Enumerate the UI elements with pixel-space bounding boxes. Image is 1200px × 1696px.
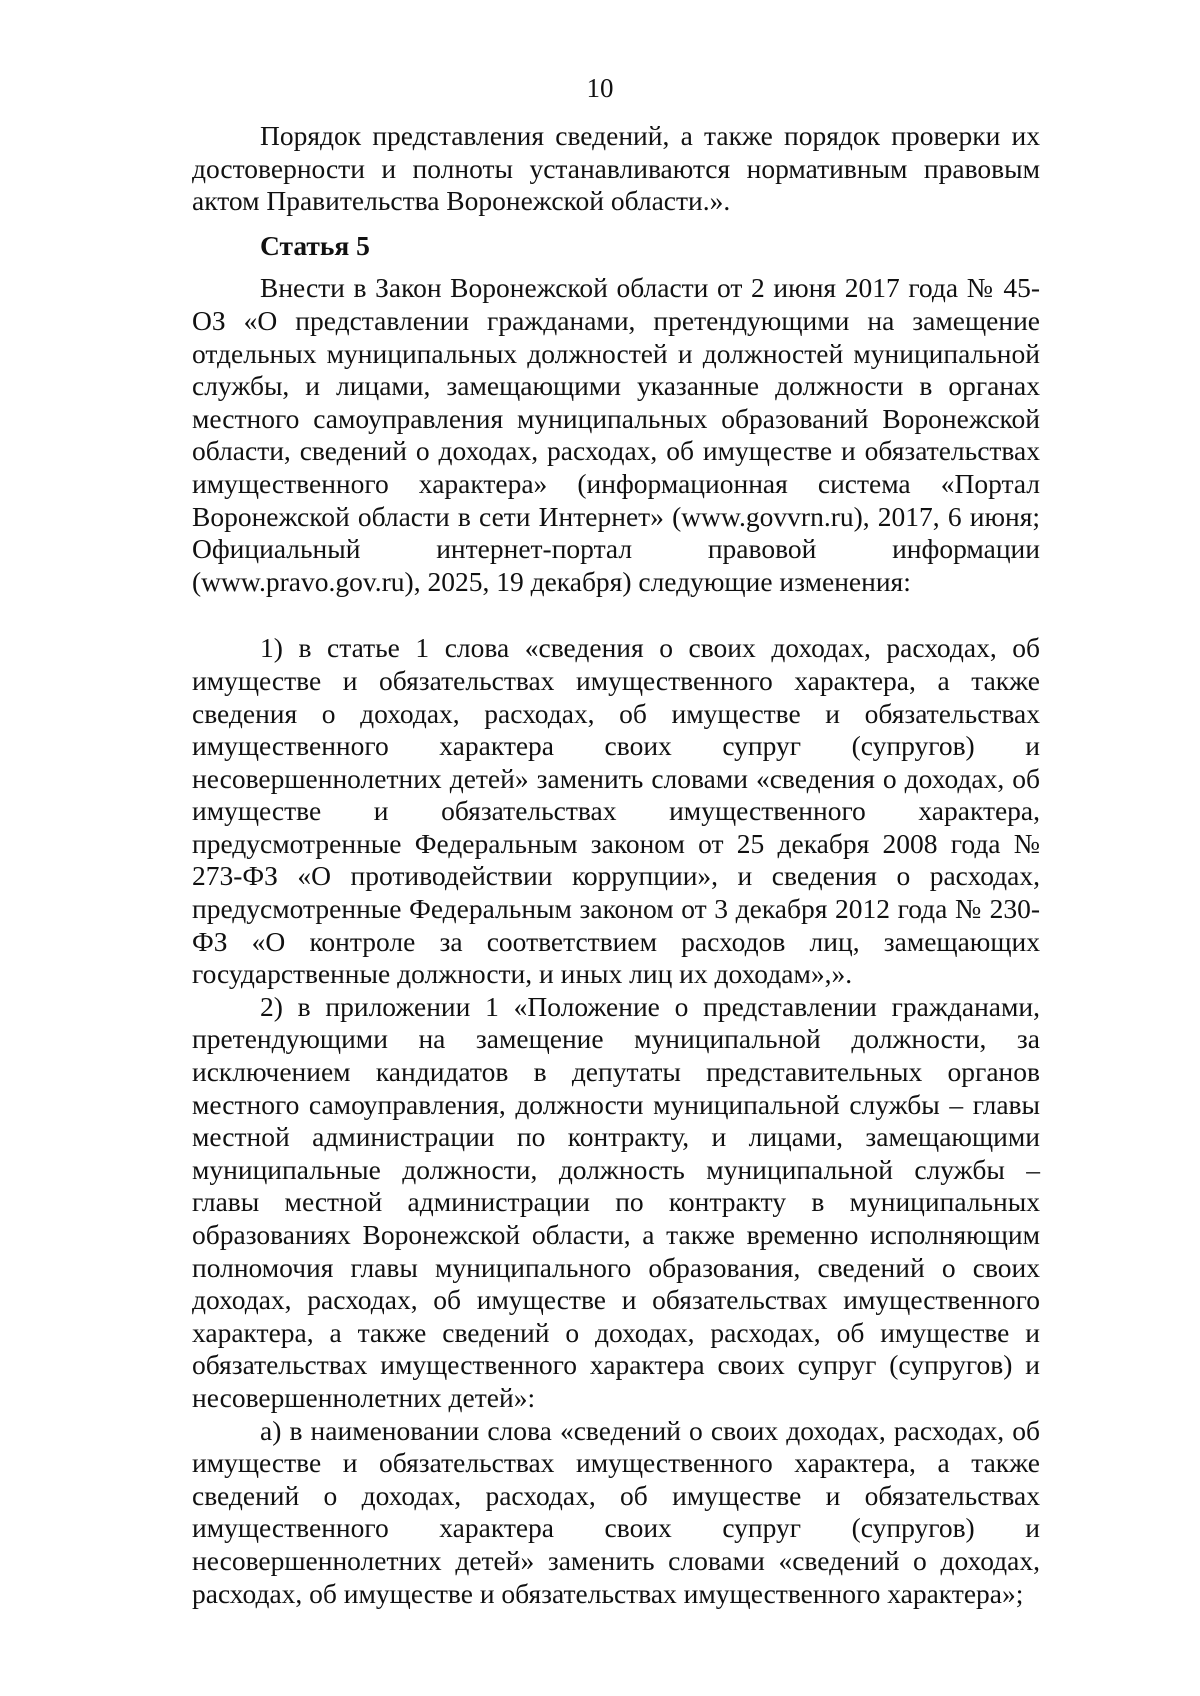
paragraph-item-2: 2) в приложении 1 «Положение о представлении гражданами, претендующими на замещение муниципальной должности, за исключением кандидатов в депутаты представительных органов местного самоуправления, должности муниципальной службы – главы местной администрации по контракту, и лицами, замещающими муниципальные должности, должность муниципальной службы – главы местной администрации по контракту в муниципальных образованиях Воронежской области, а также временно исполняющим полномочия главы муниципального образования, сведений о своих доходах, расходах, об имуществе и обязательствах имущественного характера, а также сведений о доходах, расходах, об имуществе и обязательствах имущественного характера своих супруг (супругов) и несовершеннолетних детей»:	[192, 990, 1040, 1413]
paragraph-spacer	[192, 598, 1040, 632]
paragraph-item-2a: а) в наименовании слова «сведений о своих доходах, расходах, об имуществе и обязательствах имущественного характера, а также сведений о доходах, расходах, об имуществе и обязательствах имущественного характера своих супруг (супругов) и несовершеннолетних детей» заменить словами «сведений о доходах, расходах, об имуществе и обязательствах имущественного характера»;	[192, 1414, 1040, 1609]
article-heading: Статья 5	[260, 229, 370, 261]
page-number: 10	[586, 73, 614, 103]
document-body	[192, 120, 1040, 1610]
paragraph-intro: Порядок представления сведений, а также порядок проверки их достоверности и полноты устанавливаются нормативным правовым актом Правительства Воронежской области.».	[192, 120, 1040, 217]
paragraph-amendment: Внести в Закон Воронежской области от 2 июня 2017 года № 45-ОЗ «О представлении гражданами, претендующими на замещение отдельных муниципальных должностей и должностей муниципальной службы, и лицами, замещающими указанные должности в органах местного самоуправления муниципальных образований Воронежской области, сведений о доходах, расходах, об имуществе и обязательствах имущественного характера» (информационная система «Портал Воронежской области в сети Интернет» (www.govvrn.ru), 2017, 6 июня; Официальный интернет-портал правовой информации (www.pravo.gov.ru), 2025, 19 декабря) следующие изменения:	[192, 272, 1040, 597]
paragraph-item-1: 1) в статье 1 слова «сведения о своих доходах, расходах, об имуществе и обязательствах имущественного характера, а также сведения о доходах, расходах, об имуществе и обязательствах имущественного характера своих супруг (супругов) и несовершеннолетних детей» заменить словами «сведения о доходах, об имуществе и обязательствах имущественного характера, предусмотренные Федеральным законом от 25 декабря 2008 года № 273-ФЗ «О противодействии коррупции», и сведения о расходах, предусмотренные Федеральным законом от 3 декабря 2012 года № 230-ФЗ «О контроле за соответствием расходов лиц, замещающих государственные должности, и иных лиц их доходам»,».	[192, 632, 1040, 990]
